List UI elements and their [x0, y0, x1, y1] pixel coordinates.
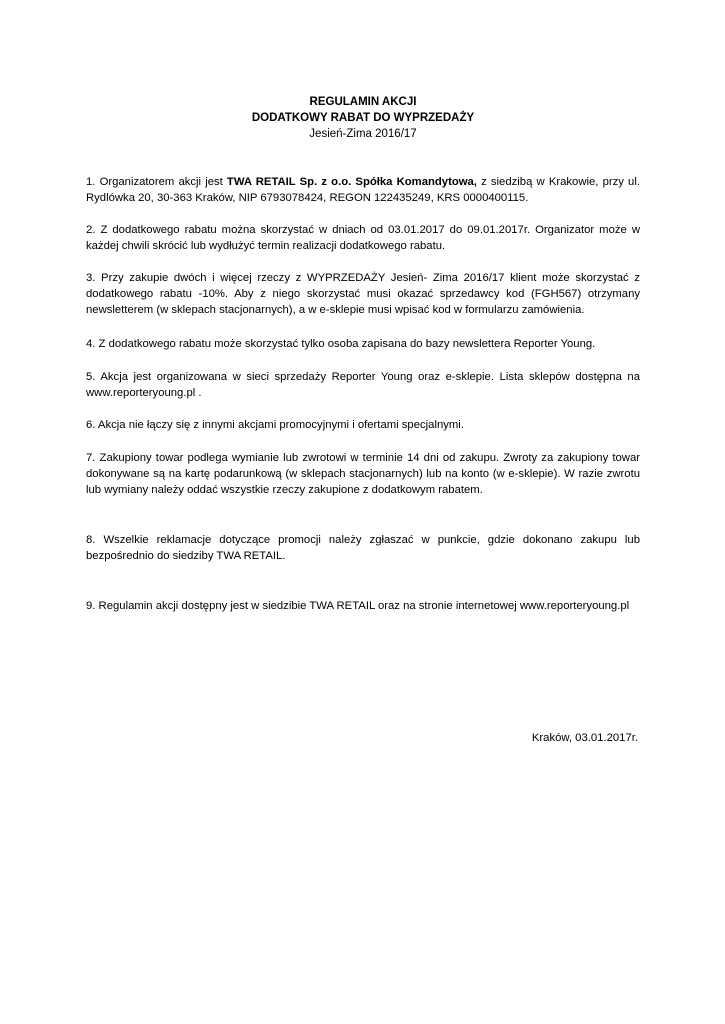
paragraph-2: 2. Z dodatkowego rabatu można skorzystać w dniach od 03.01.2017 do 09.01.2017r. Organizator może w każdej chwili skrócić lub wydłużyć termin realizacji dodatkowego rabatu.	[86, 224, 640, 253]
paragraph-1-pre: 1. Organizatorem akcji jest	[86, 176, 227, 188]
document-page	[86, 0, 640, 1024]
paragraph-1-post: z siedzibą w Krakowie, przy ul. Rydlówka 20, 30-363 Kraków, NIP 6793078424, REGON 122435249, KRS 0000400115.	[86, 176, 640, 205]
closing-place-date: Kraków, 03.01.2017r.	[531, 732, 638, 744]
paragraph-6: 6. Akcja nie łączy się z innymi akcjami promocyjnymi i ofertami specjalnymi.	[86, 419, 464, 431]
paragraph-1	[86, 174, 640, 206]
paragraph-5: 5. Akcja jest organizowana w sieci sprzedaży Reporter Young oraz e-sklepie. Lista sklepów dostępna na www.reporteryoung.pl .	[86, 371, 640, 400]
paragraph-3: 3. Przy zakupie dwóch i więcej rzeczy z WYPRZEDAŻY Jesień- Zima 2016/17 klient może skorzystać z dodatkowego rabatu -10%. Aby z niego skorzystać musi okazać sprzedawcy kod (FGH567) otrzymany newsletterem (w sklepach stacjonarnych), a w e-sklepie musi wpisać kod w formularzu zamówienia.	[86, 272, 640, 317]
document-season: Jesień-Zima 2016/17	[309, 128, 417, 140]
paragraph-8: 8. Wszelkie reklamacje dotyczące promocji należy zgłaszać w punkcie, gdzie dokonano zakupu lub bezpośrednio do siedziby TWA RETAIL.	[86, 534, 640, 563]
paragraph-9: 9. Regulamin akcji dostępny jest w siedzibie TWA RETAIL oraz na stronie internetowej www.reporteryoung.pl	[86, 600, 630, 612]
document-subtitle: DODATKOWY RABAT DO WYPRZEDAŻY	[251, 112, 475, 124]
document-title: REGULAMIN AKCJI	[309, 96, 417, 108]
document-header	[86, 94, 640, 142]
paragraph-1-company: TWA RETAIL Sp. z o.o. Spółka Komandytowa,	[226, 176, 477, 188]
paragraph-7: 7. Zakupiony towar podlega wymianie lub zwrotowi w terminie 14 dni od zakupu. Zwroty za zakupiony towar dokonywane są na kartę podarunkową (w sklepach stacjonarnych) lub na konto (w e-sklepie). W razie zwrotu lub wymiany należy oddać wszystkie rzeczy zakupione z dodatkowym rabatem.	[86, 452, 640, 497]
paragraph-4: 4. Z dodatkowego rabatu może skorzystać tylko osoba zapisana do bazy newslettera Reporter Young.	[86, 338, 596, 350]
